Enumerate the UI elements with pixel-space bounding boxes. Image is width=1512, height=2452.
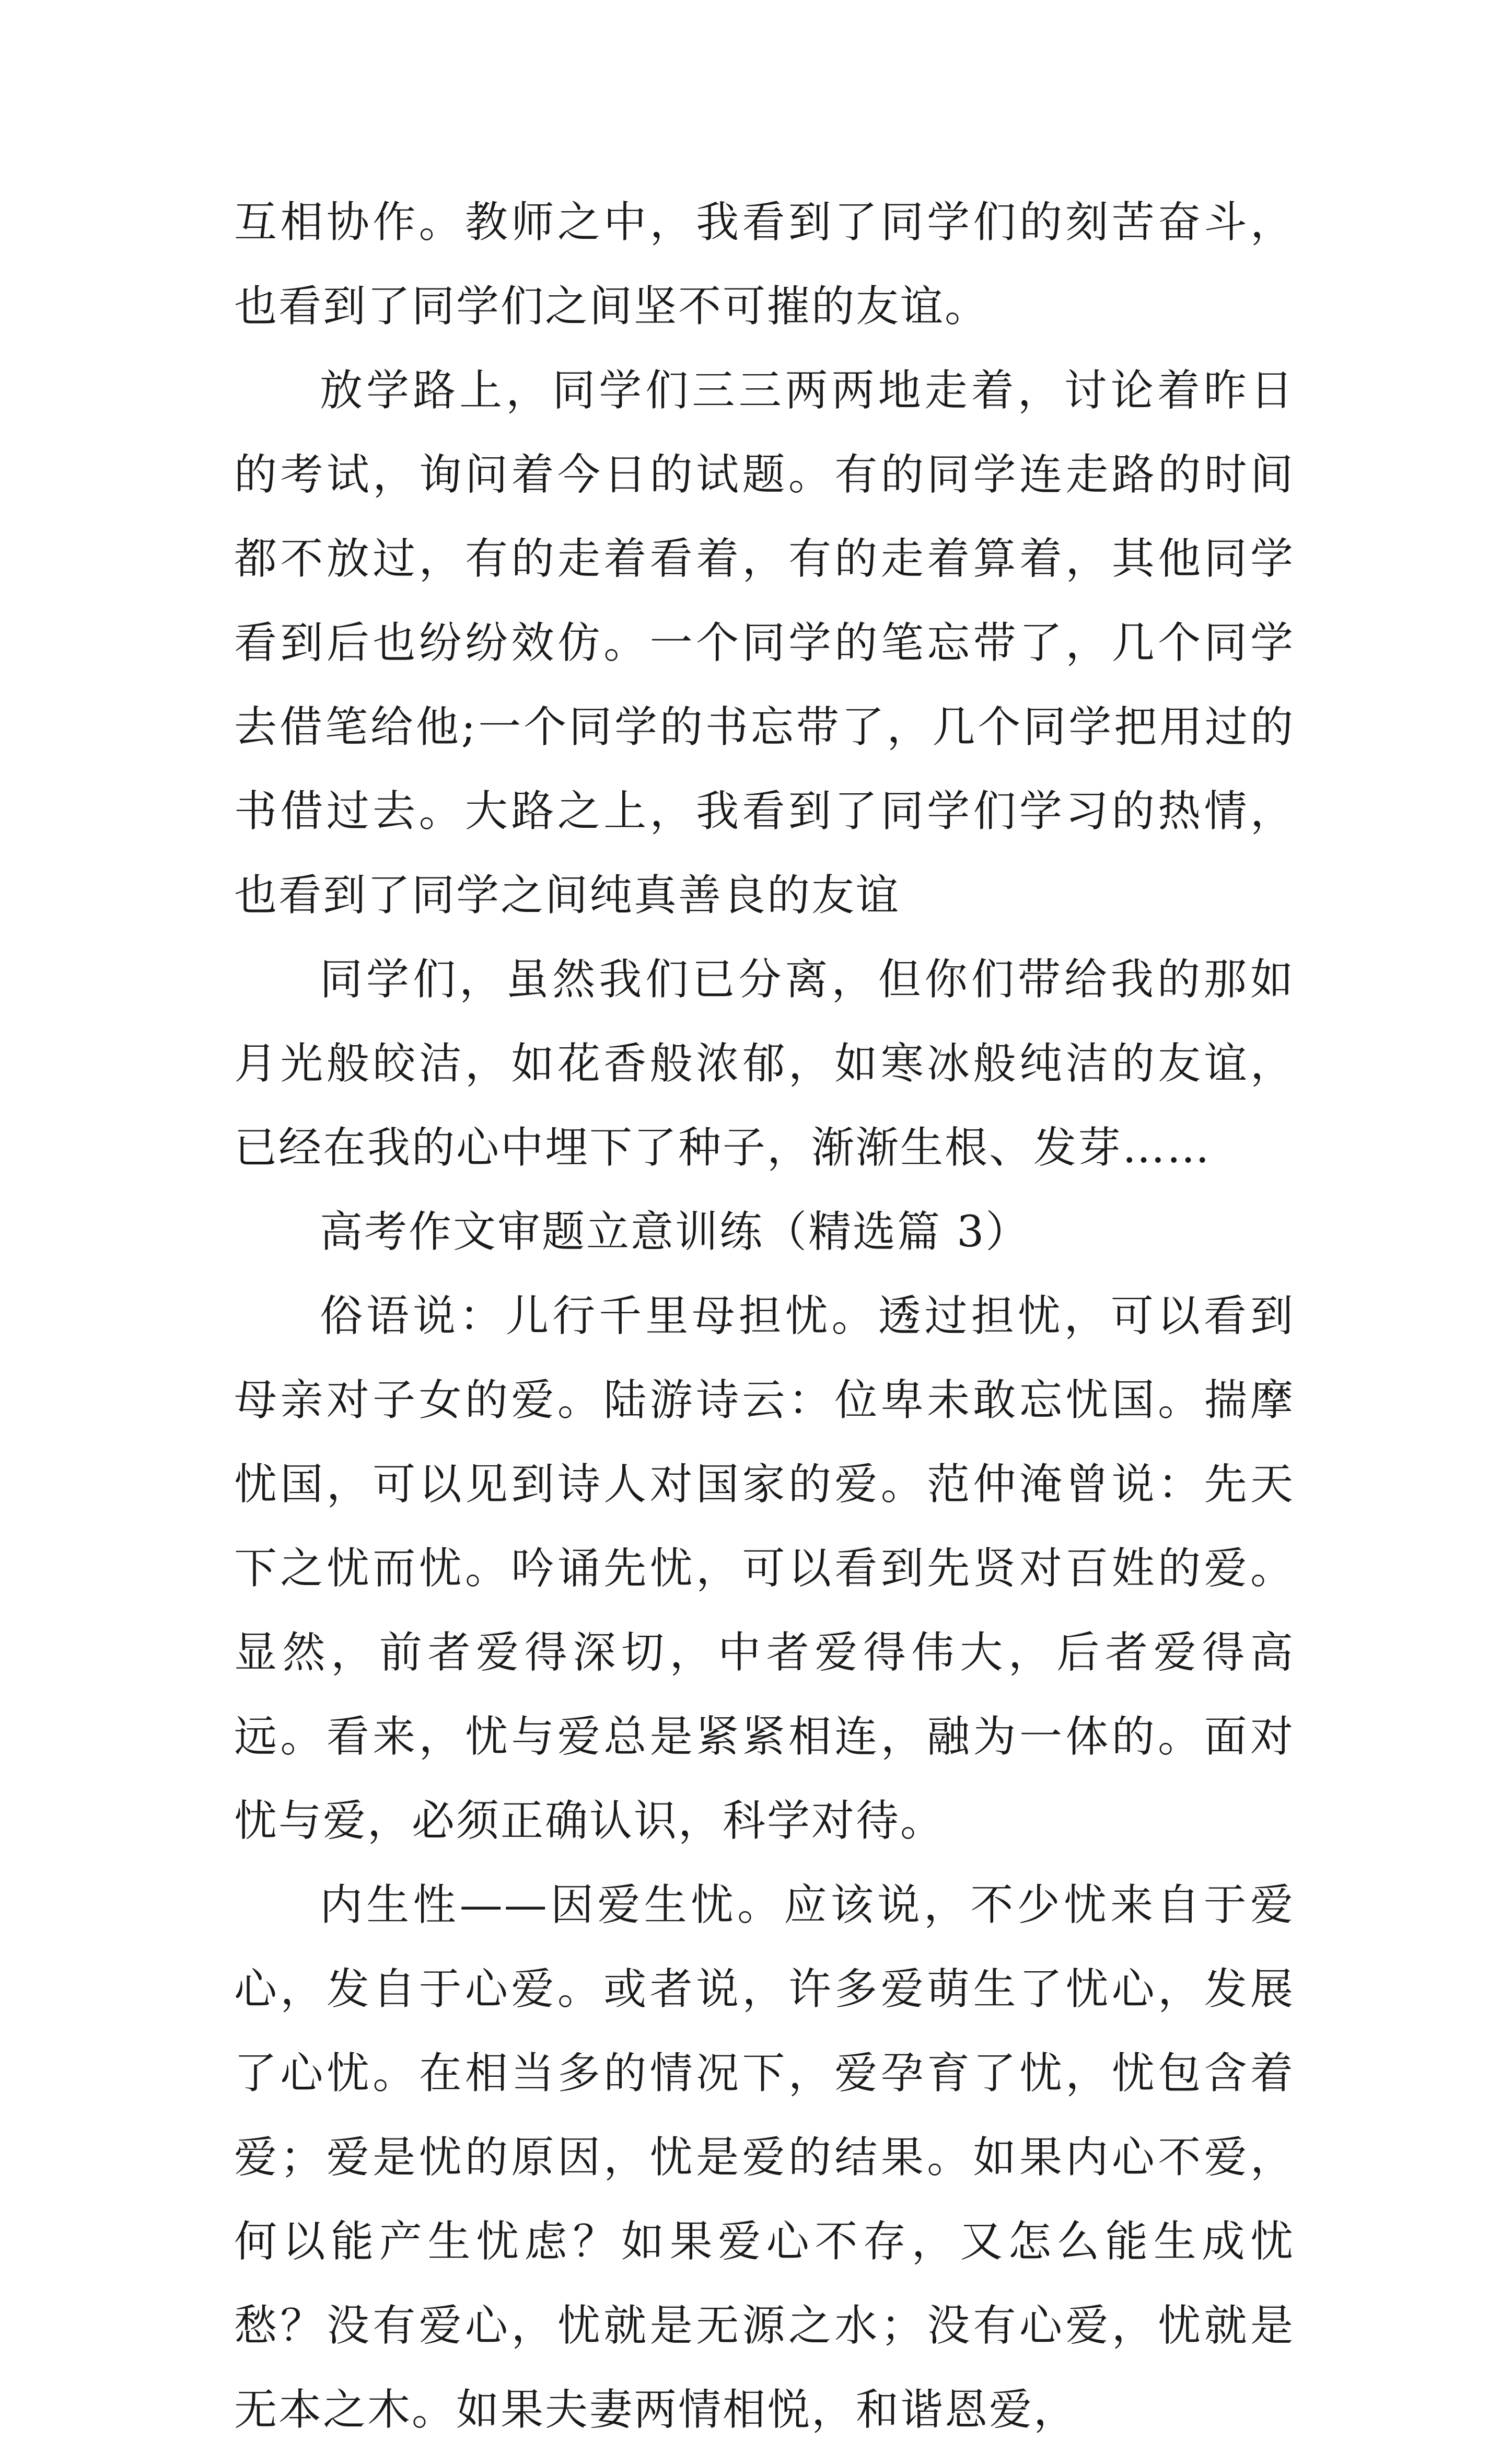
body-text — [234, 180, 1295, 2452]
paragraph-continuation: 互相协作。教师之中，我看到了同学们的刻苦奋斗，也看到了同学们之间坚不可摧的友谊。 — [234, 198, 1295, 331]
paragraph-proverb: 俗语说：儿行千里母担忧。透过担忧，可以看到母亲对子女的爱。陆游诗云：位卑未敢忘忧国。揣摩忧国，可以见到诗人对国家的爱。范仲淹曾说：先天下之忧而忧。吟诵先忧，可以看到先贤对百姓的爱。显然，前者爱得深切，中者爱得伟大，后者爱得高远。看来，忧与爱总是紧紧相连，融为一体的。面对忧与爱，必须正确认识，科学对待。 — [234, 1291, 1295, 1846]
section-heading: 高考作文审题立意训练（精选篇 3） — [320, 1207, 1030, 1257]
paragraph-intrinsic: 内生性——因爱生忧。应该说，不少忧来自于爱心，发自于心爱。或者说，许多爱萌生了忧心，发展了心忧。在相当多的情况下，爱孕育了忧，忧包含着爱；爱是忧的原因，忧是爱的结果。如果内心不爱，何以能产生忧虑？如果爱心不存，又怎么能生成忧愁？没有爱心，忧就是无源之水；没有心爱，忧就是无本之木。如果夫妻两情相悦，和谐恩爱， — [234, 1880, 1295, 2435]
paragraph-after-school: 放学路上，同学们三三两两地走着，讨论着昨日的考试，询问着今日的试题。有的同学连走路的时间都不放过，有的走着看着，有的走着算着，其他同学看到后也纷纷效仿。一个同学的笔忘带了，几个同学去借笔给他;一个同学的书忘带了，几个同学把用过的书借过去。大路之上，我看到了同学们学习的热情，也看到了同学之间纯真善良的友谊 — [234, 366, 1295, 920]
paragraph-classmates: 同学们，虽然我们已分离，但你们带给我的那如月光般皎洁，如花香般浓郁，如寒冰般纯洁的友谊，已经在我的心中埋下了种子，渐渐生根、发芽…… — [234, 955, 1295, 1173]
